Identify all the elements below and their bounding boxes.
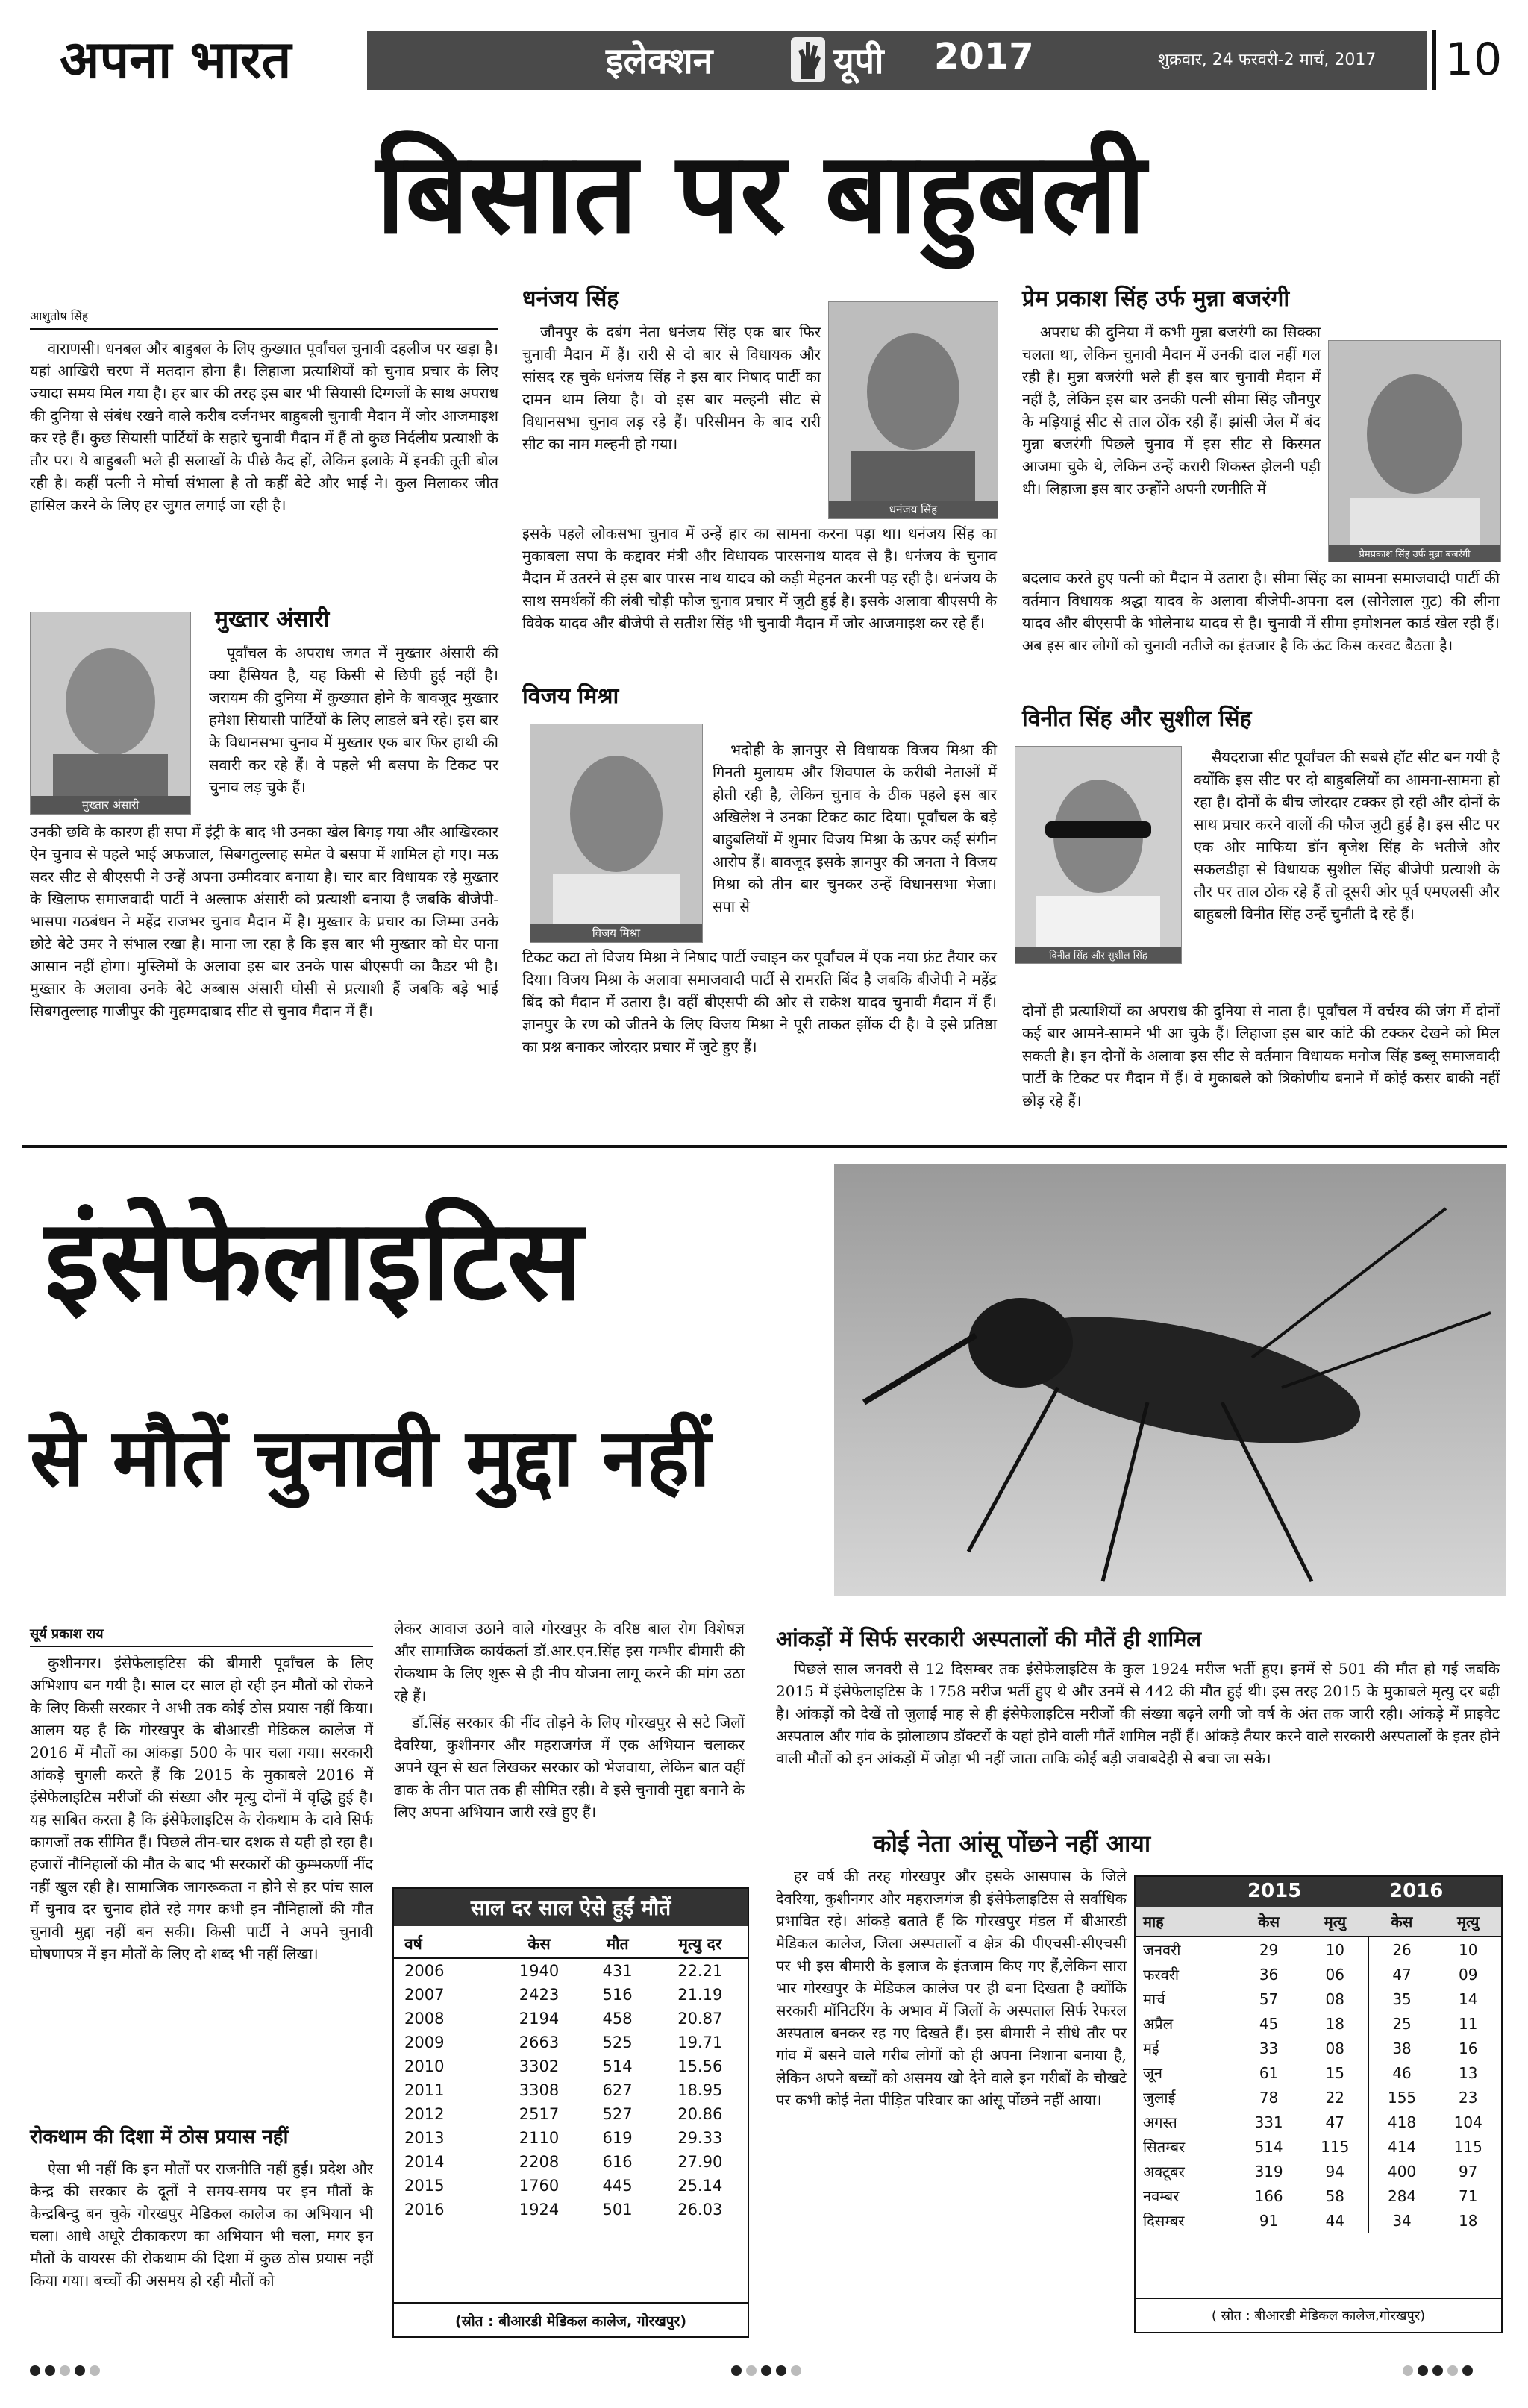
deaths-cell: 514	[602, 2057, 633, 2075]
deaths-2015-cell: 06	[1302, 1962, 1368, 1987]
month-cell: जुलाई	[1143, 2089, 1176, 2107]
mosquito-photo	[834, 1164, 1506, 1596]
deaths-cell: 516	[602, 1986, 633, 2004]
col-cases2015-header: केस	[1258, 1913, 1280, 1931]
deaths-2016-cell: 71	[1459, 2186, 1478, 2205]
deaths-2015-cell: 18	[1302, 2011, 1368, 2036]
col-cases2016-header: केस	[1391, 1913, 1413, 1931]
deaths-2015-cell: 22	[1302, 2085, 1368, 2110]
cases-2015-cell: 331	[1254, 2113, 1283, 2131]
year-cell: 2012	[404, 2105, 445, 2123]
month-cell: मार्च	[1143, 1990, 1165, 2008]
cases-2015-cell: 57	[1259, 1990, 1279, 2008]
deaths-2015-cell: 58	[1302, 2183, 1368, 2208]
month-cell: सितम्बर	[1143, 2138, 1186, 2156]
col-deaths2015-header: मृत्यु	[1324, 1913, 1347, 1931]
year-cell: 2013	[404, 2129, 445, 2147]
cases-2015-cell: 45	[1259, 2014, 1279, 2033]
year-cell: 2016	[404, 2201, 445, 2219]
munna-text-below: बदलाव करते हुए पत्नी को मैदान में उतारा है। सीमा सिंह का सामना समाजवादी पार्टी की वर्तमान विधायक श्रद्धा यादव के अलावा बीजेपी-अपना दल (सोनेलाल गुट) की लीना यादव और बीएसपी के भोलेनाथ यादव से है। चुनावी में सीमा इमोशनल कार्ड खेल रही हैं। अब इस बार लोगों को चुनावी नतीजे का इंतजार है कि ऊंट किस करवट बैठता है।	[1022, 569, 1500, 654]
deaths-2015-cell: 47	[1302, 2110, 1368, 2134]
story2-col3: पिछले साल जनवरी से 12 दिसम्बर तक इंसेफेलाइटिस के कुल 1924 मरीज भर्ती हुए। इनमें से 501 की मौत हो गई जबकि 2015 में इंसेफेलाइटिस के 1758 मरीज भर्ती हुए थे और उनमें से 442 की मौत हुई थी। इस तरह 2015 के मुकाबले मृत्यु दर बढ़ी है। आंकड़ों को देखें तो जुलाई माह से ही इंसेफेलाइटिस मरीजों की संख्या बढ़ने लगी जो वर्ष के अंत तक जारी रही। आंकड़े में प्राइवेट अस्पताल और गांव के झोलाछाप डॉक्टरों के यहां होने वाली मौतें शामिल नहीं हैं। आंकड़े तैयार करने वाले सरकारी अस्पतालों के इतर होने वाली मौतों को इन आंकड़ों में जोड़ा भी नहीं जाता ताकि कोई बड़ी जवाबदेही से बचा जा सके।	[776, 1660, 1500, 1767]
story2-col1: कुशीनगर। इंसेफेलाइटिस की बीमारी पूर्वांचल के लिए अभिशाप बन गयी है। साल दर साल हो रही इन मौतों को रोकने के लिए किसी सरकार ने अभी तक कोई ठोस प्रयास नहीं किया। आलम यह है कि गोरखपुर के बीआरडी मेडिकल कालेज में 2016 में मौतों का आंकड़ा 500 के पार चला गया। सरकारी आंकड़े चुगली करते हैं कि 2015 के मुकाबले 2016 में इंसेफेलाइटिस मरीजों की संख्या और मृत्यु दोनों में वृद्धि हुई है। यह साबित करता है कि इंसेफेलाइटिस के रोकथाम के दावे सिर्फ कागजों तक सीमित हैं। पिछले तीन-चार दशक से यही हो रहा है। हजारों नौनिहालों की मौत के बाद भी सरकारों की कुम्भकर्णी नींद नहीं खुल रही है। सामाजिक जागरूकता न होने से हर पांच साल में चुनाव दर चुनाव होते रहे मगर कभी इन नौनिहालों की मौत चुनावी मुद्दा नहीं बन सकी। किसी पार्टी ने अपने चुनावी घोषणापत्र में इन मौतों के लिए दो शब्द भी नहीं लिखा।	[30, 1654, 373, 1963]
dhananjay-caption: धनंजय सिंह	[829, 501, 998, 518]
vineet-caption: विनीत सिंह और सुशील सिंह	[1015, 947, 1181, 963]
cases-2016-cell: 26	[1392, 1940, 1412, 1959]
year-cell: 2006	[404, 1962, 445, 1980]
yearly-table-row	[394, 2198, 748, 2222]
section-banner	[367, 31, 1427, 90]
rate-cell: 25.14	[677, 2177, 723, 2195]
rate-cell: 19.71	[677, 2034, 723, 2051]
deaths-cell: 527	[602, 2105, 633, 2123]
monthly-table-row	[1136, 2208, 1501, 2233]
story2-col2: लेकर आवाज उठाने वाले गोरखपुर के वरिष्ठ बाल रोग विशेषज्ञ और सामाजिक कार्यकर्ता डॉ.आर.एन.सिंह इस गम्भीर बीमारी की रोकथाम के लिए शुरू से ही नीप योजना लागू करने की मांग उठा रहे हैं। डॉ.सिंह सरकार की नींद तोड़ने के लिए गोरखपुर से सटे जिलों देवरिया, कुशीनगर और महराजगंज में एक अभियान चलाकर अपने खून से खत लिखकर सरकार को भेजवाया, लेकिन बात वहीं ढाक के तीन पात तक ही सीमित रही। वे इसे चुनावी मुद्दा बनाने के लिए अपना अभियान जारी रखे हुए हैं।	[394, 1620, 745, 1821]
issue-date: शुक्रवार, 24 फरवरी-2 मार्च, 2017	[1158, 51, 1377, 69]
deaths-2016-cell: 10	[1459, 1940, 1478, 1959]
rate-cell: 15.56	[677, 2057, 723, 2075]
cases-cell: 2110	[519, 2129, 560, 2147]
deaths-2016-cell: 09	[1459, 1965, 1478, 1984]
month-cell: दिसम्बर	[1143, 2212, 1185, 2230]
yearly-table-row	[394, 1958, 748, 1983]
cases-2016-cell: 418	[1387, 2113, 1417, 2131]
month-cell: फरवरी	[1143, 1966, 1180, 1984]
deaths-cell: 501	[602, 2201, 633, 2219]
cases-2015-cell: 514	[1254, 2137, 1283, 2156]
deaths-2016-cell: 18	[1459, 2211, 1478, 2230]
monthly-table-row	[1136, 2159, 1501, 2183]
yearly-table-row	[394, 2054, 748, 2078]
cases-2016-cell: 414	[1387, 2137, 1417, 2156]
cases-2016-cell: 38	[1392, 2039, 1412, 2057]
rate-cell: 22.21	[677, 1962, 723, 1980]
year-cell: 2014	[404, 2153, 445, 2171]
state-label: यूपी	[833, 40, 884, 82]
story2-headline-line1: इंसेफेलाइटिस	[45, 1196, 583, 1326]
story1-byline: आशुतोष सिंह	[30, 309, 89, 323]
story2-subhead2: आंकड़ों में सिर्फ सरकारी अस्पतालों की मौतें ही शामिल	[776, 1626, 1202, 1652]
yearly-table-row	[394, 2150, 748, 2174]
footer-dots-mid	[731, 2365, 806, 2379]
story2-col1-b: ऐसा भी नहीं कि इन मौतों पर राजनीति नहीं हुई। प्रदेश और केन्द्र की सरकार के दूतों ने समय-समय पर इन मौतों के केन्द्रबिन्दु बन चुके गोरखपुर मेडिकल कालेज का अभियान भी चला। आधे अधूरे टीकाकरण का अभियान भी चला, मगर इन मौतों के वायरस की रोकथाम की दिशा में कुछ ठोस प्रयास नहीं किया गया। बच्चों की असमय हो रही मौतों को	[30, 2160, 373, 2289]
mukhtar-photo	[30, 612, 191, 815]
deaths-2015-cell: 115	[1302, 2134, 1368, 2159]
cases-2016-cell: 155	[1387, 2088, 1417, 2107]
month-cell: अप्रैल	[1143, 2015, 1174, 2033]
monthly-table-grid	[1136, 1907, 1501, 2233]
monthly-table-row	[1136, 2110, 1501, 2134]
deaths-2015-cell: 08	[1302, 1987, 1368, 2011]
vijay-text-beside: भदोही के ज्ञानपुर से विधायक विजय मिश्रा की गिनती मुलायम और शिवपाल के करीबी नेताओं में होती रही है, लेकिन चुनाव के ठीक पहले इस बार अखिलेश ने उनका टिकट काट दिया। पूर्वांचल के बड़े बाहुबलियों में शुमार विजय मिश्रा के ऊपर कई संगीन आरोप हैं। बावजूद इसके ज्ञानपुर की जनता ने विजय मिश्रा को तीन बार चुनकर उन्हें विधानसभा भेजा। सपा से	[713, 741, 997, 915]
monthly-table-years	[1136, 1877, 1501, 1907]
deaths-2015-cell: 10	[1302, 1937, 1368, 1962]
month-cell: नवम्बर	[1143, 2187, 1180, 2205]
vijay-photo	[530, 724, 703, 943]
yearly-deaths-table	[392, 1887, 749, 2338]
monthly-table-row	[1136, 2011, 1501, 2036]
cases-2016-cell: 34	[1392, 2211, 1412, 2230]
cases-cell: 2208	[519, 2153, 560, 2171]
deaths-cell: 525	[602, 2034, 633, 2051]
byline-rule	[30, 328, 498, 330]
rate-cell: 26.03	[677, 2201, 723, 2219]
monthly-table-row	[1136, 1962, 1501, 1987]
hand-symbol-icon	[791, 37, 825, 82]
cases-2015-cell: 78	[1259, 2088, 1279, 2107]
monthly-table-row	[1136, 1987, 1501, 2011]
deaths-cell: 458	[602, 2010, 633, 2028]
year-cell: 2009	[404, 2034, 445, 2051]
story1-headline: बिसात पर बाहुबली	[376, 129, 1146, 259]
dhananjay-text-below: इसके पहले लोकसभा चुनाव में उन्हें हार का सामना करना पड़ा था। धनंजय सिंह का मुकाबला सपा के कद्दावर मंत्री और विधायक पारसनाथ यादव से है। धनंजय के चुनाव मैदान में उतरने से इस बार पारस नाथ यादव को कड़ी मेहनत करनी पड़ रही है। धनंजय के साथ समर्थकों की लंबी चौड़ी फौज चुनाव प्रचार में जुटी हुई है। इसके अलावा बीएसपी के विवेक यादव और बीजेपी से सतीश सिंह भी चुनावी मैदान में जोर आजमाइश कर रहे हैं।	[522, 524, 997, 632]
cases-2015-cell: 166	[1254, 2186, 1283, 2205]
month-cell: जनवरी	[1143, 1941, 1181, 1959]
deaths-2016-cell: 14	[1459, 1990, 1478, 2008]
rate-cell: 20.86	[677, 2105, 723, 2123]
mukhtar-caption: मुख्तार अंसारी	[31, 796, 190, 814]
month-cell: अक्टूबर	[1143, 2163, 1185, 2180]
story2-headline-line2: से मौतें चुनावी मुद्दा नहीं	[30, 1411, 711, 1505]
yearly-table-row	[394, 2007, 748, 2031]
cases-cell: 3308	[519, 2081, 560, 2099]
yearly-table-title: साल दर साल ऐसे हुईं मौतें	[394, 1889, 748, 1926]
monthly-table-source: ( स्रोत : बीआरडी मेडिकल कालेज,गोरखपुर)	[1136, 2298, 1501, 2324]
monthly-table	[1134, 1875, 1503, 2333]
cases-2015-cell: 36	[1259, 1965, 1279, 1984]
yearly-table-row	[394, 2174, 748, 2198]
munna-text-beside: अपराध की दुनिया में कभी मुन्ना बजरंगी का सिक्का चलता था, लेकिन चुनावी मैदान में उनकी दाल नहीं गल रही है। मुन्ना बजरंगी भले ही इस बार चुनावी मैदान में नहीं है, लेकिन इस बार उनकी पत्नी सीमा सिंह जौनपुर के मड़ियाहूं सीट से ताल ठोंक रही हैं। झांसी जेल में बंद मुन्ना बजरंगी पिछले चुनाव में इस सीट से किस्मत आजमा चुके थे, लेकिन उन्हें करारी शिकस्त झेलनी पड़ी थी। लिहाजा इस बार उन्होंने अपनी रणनीति में	[1022, 323, 1321, 498]
cases-2016-cell: 25	[1392, 2014, 1412, 2033]
story2-col3-b: हर वर्ष की तरह गोरखपुर और इसके आसपास के जिले देवरिया, कुशीनगर और महराजगंज ही इंसेफेलाइटिस से सर्वाधिक प्रभावित रहे। आंकड़े बताते हैं कि गोरखपुर मंडल में बीआरडी मेडिकल कालेज, जिला अस्पतालों व क्षेत्र की पीएचसी-सीएचसी पर भी इस बीमारी के इलाज के इंतजाम किए गए हैं,लेकिन सारा भार गोरखपुर के मेडिकल कालेज पर ही बना दिखता है क्योंकि सरकारी मॉनिटरिंग के अभाव में जिलों के अस्पताल सिर्फ रेफरल अस्पताल बनकर रह गए दिखते हैं। इस बीमारी ने सीधे तौर पर गांव में बसने वाले गरीब लोगों को ही अपना निशाना बनाया है, लेकिन अपने बच्चों को असमय खो देने वाले इन गरीबों के चौखटे पर कभी कोई नेता पीड़ित परिवार का आंसू पोंछने नहीं आया।	[776, 1867, 1127, 2109]
dhananjay-heading: धनंजय सिंह	[522, 286, 619, 312]
deaths-2015-cell: 15	[1302, 2060, 1368, 2085]
month-cell: अगस्त	[1143, 2113, 1177, 2131]
deaths-2016-cell: 23	[1459, 2088, 1478, 2107]
year-cell: 2011	[404, 2081, 445, 2099]
cases-cell: 2423	[519, 1986, 560, 2004]
monthly-table-row	[1136, 2134, 1501, 2159]
vineet-photo	[1015, 746, 1182, 964]
cases-2016-cell: 46	[1392, 2063, 1412, 2082]
vineet-text-beside: सैयदराजा सीट पूर्वांचल की सबसे हॉट सीट बन गयी है क्योंकि इस सीट पर दो बाहुबलियों का आमना-सामना हो रहा है। दोनों के बीच जोरदार टक्कर हो रही और दोनों के साथ प्रचार करने वालों की फौज जुटी हुई है। इस सीट पर एक ओर माफिया डॉन बृजेश सिंह के भतीजे और सकलडीहा से विधायक सुशील सिंह बीजेपी प्रत्याशी के तौर पर ताल ठोक रहे हैं तो दूसरी ओर पूर्व एमएलसी और बाहुबली विनीत सिंह उन्हें चुनौती दे रहे हैं।	[1194, 748, 1500, 923]
cases-2015-cell: 29	[1259, 1940, 1279, 1959]
yearly-table-row	[394, 2102, 748, 2126]
page-number: 10	[1432, 30, 1511, 90]
munna-caption: प्रेमप्रकाश सिंह उर्फ मुन्ना बजरंगी	[1329, 545, 1500, 562]
yearly-table-row	[394, 2078, 748, 2102]
yearly-table-row	[394, 1983, 748, 2007]
monthly-year2: 2016	[1389, 1880, 1444, 1902]
year-cell: 2010	[404, 2057, 445, 2075]
deaths-cell: 445	[602, 2177, 633, 2195]
story-separator	[22, 1145, 1507, 1148]
cases-cell: 2194	[519, 2010, 560, 2028]
col-rate-header: मृत्यु दर	[678, 1935, 722, 1953]
vijay-caption: विजय मिश्रा	[530, 924, 702, 942]
vijay-heading: विजय मिश्रा	[522, 683, 619, 709]
election-year: 2017	[934, 36, 1034, 78]
dhananjay-text-beside: जौनपुर के दबंग नेता धनंजय सिंह एक बार फिर चुनावी मैदान में हैं। रारी से दो बार से विधायक और सांसद रह चुके धनंजय सिंह ने इस बार निषाद पार्टी का दामन थाम लिया है। वो इस बार मल्हनी सीट से विधानसभा चुनाव लड़ रहे हैं। परिसीमन के बाद रारी सीट का नाम मल्हनी हो गया।	[522, 323, 821, 453]
vineet-text-below: दोनों ही प्रत्याशियों का अपराध की दुनिया से नाता है। पूर्वांचल में वर्चस्व की जंग में दोनों कई बार आमने-सामने भी आ चुके हैं। लिहाजा इस बार कांटे की टक्कर देखने को मिल सकती है। इन दोनों के अलावा इस सीट से वर्तमान विधायक मनोज सिंह डब्लू समाजवादी पार्टी के टिकट पर मैदान में हैं। वे मुकाबले को त्रिकोणीय बनाने में कोई कसर बाकी नहीं छोड़ रहे हैं।	[1022, 1002, 1500, 1109]
cases-cell: 3302	[519, 2057, 560, 2075]
dhananjay-photo	[828, 301, 998, 519]
cases-2015-cell: 91	[1259, 2211, 1279, 2230]
cases-2015-cell: 61	[1259, 2063, 1279, 2082]
story2-byline: सूर्य प्रकाश राय	[30, 1626, 104, 1642]
deaths-2016-cell: 104	[1453, 2113, 1482, 2131]
cases-2015-cell: 319	[1254, 2162, 1283, 2180]
deaths-cell: 627	[602, 2081, 633, 2099]
col-deaths2016-header: मृत्यु	[1457, 1913, 1480, 1931]
rate-cell: 18.95	[677, 2081, 723, 2099]
cases-cell: 2663	[519, 2034, 560, 2051]
footer-dots-right	[1403, 2365, 1477, 2379]
col-month-header: माह	[1143, 1913, 1164, 1931]
month-cell: मई	[1143, 2039, 1159, 2057]
deaths-2016-cell: 11	[1459, 2014, 1478, 2033]
col-deaths-header: मौत	[606, 1935, 629, 1953]
cases-2016-cell: 400	[1387, 2162, 1417, 2180]
rate-cell: 27.90	[677, 2153, 723, 2171]
cases-2016-cell: 284	[1387, 2186, 1417, 2205]
story2-subhead1: रोकथाम की दिशा में ठोस प्रयास नहीं	[30, 2126, 289, 2148]
year-cell: 2007	[404, 1986, 445, 2004]
story2-subhead3: कोई नेता आंसू पोंछने नहीं आया	[873, 1829, 1151, 1857]
munna-heading: प्रेम प्रकाश सिंह उर्फ मुन्ना बजरंगी	[1022, 286, 1290, 312]
monthly-table-row	[1136, 1937, 1501, 1962]
masthead	[22, 22, 1507, 106]
rate-cell: 29.33	[677, 2129, 723, 2147]
cases-2015-cell: 33	[1259, 2039, 1279, 2057]
monthly-year1: 2015	[1247, 1880, 1302, 1902]
deaths-2015-cell: 08	[1302, 2036, 1368, 2060]
cases-2016-cell: 47	[1392, 1965, 1412, 1984]
deaths-cell: 431	[602, 1962, 633, 1980]
col-year-header: वर्ष	[404, 1935, 422, 1953]
cases-cell: 1940	[519, 1962, 560, 1980]
cases-2016-cell: 35	[1392, 1990, 1412, 2008]
munna-photo	[1328, 340, 1501, 562]
cases-cell: 1760	[519, 2177, 560, 2195]
year-cell: 2015	[404, 2177, 445, 2195]
rate-cell: 20.87	[677, 2010, 723, 2028]
yearly-table-row	[394, 2126, 748, 2150]
mukhtar-text-beside: पूर्वांचल के अपराध जगत में मुख्तार अंसारी की क्या हैसियत है, यह किसी से छिपी हुई नहीं है। जरायम की दुनिया में कुख्यात होने के बावजूद मुख्तार हमेशा सियासी पार्टियों के लिए लाडले बने रहे। इस बार के विधानसभा चुनाव में मुख्तार एक बार फिर हाथी की सवारी कर रहे हैं। वे पहले भी बसपा के टिकट पर चुनाव लड़ चुके हैं।	[209, 644, 498, 796]
yearly-table-grid	[394, 1931, 748, 2222]
monthly-table-row	[1136, 2036, 1501, 2060]
monthly-table-row	[1136, 2183, 1501, 2208]
rate-cell: 21.19	[677, 1986, 723, 2004]
mukhtar-text-below: उनकी छवि के कारण ही सपा में इंट्री के बाद भी उनका खेल बिगड़ गया और आखिरकार ऐन चुनाव से पहले भाई अफजाल, सिबगतुल्लाह समेत वे बसपा में शामिल हो गए। मऊ सदर सीट से बीएसपी ने उन्हें अपना उम्मीदवार बनाया है। चार बार विधायक रहे मुख्तार के खिलाफ समाजवादी पार्टी ने अल्ताफ अंसारी को प्रत्याशी बनाया है जबकि बीजेपी-भासपा गठबंधन ने महेंद्र राजभर चुनाव मैदान में है। मुख्तार के प्रचार का जिम्मा उनके छोटे बेटे उमर ने संभाल रखा है। माना जा रहा है कि इस बार भी मुख्तार को घेर पाना आसान नहीं होगा। मुस्लिमों के अलावा इस बार उनके पास बीएसपी का कैडर भी है। मुख्तार के अलावा उनके बेटे अब्बास अंसारी घोसी से प्रत्याशी हैं जबकि बड़े भाई सिबगतुल्लाह गाजीपुर की मुहम्मदाबाद सीट से चुनाव मैदान में हैं।	[30, 823, 498, 1020]
deaths-2016-cell: 13	[1459, 2063, 1478, 2082]
paper-name: अपना भारत	[60, 28, 292, 90]
deaths-2015-cell: 94	[1302, 2159, 1368, 2183]
deaths-2016-cell: 115	[1453, 2137, 1482, 2156]
col-cases-header: केस	[527, 1935, 551, 1953]
deaths-2016-cell: 97	[1459, 2162, 1478, 2180]
footer-dots-left	[30, 2365, 104, 2379]
monthly-table-row	[1136, 2085, 1501, 2110]
yearly-table-row	[394, 2031, 748, 2054]
month-cell: जून	[1143, 2064, 1162, 2082]
byline2-rule	[30, 1646, 373, 1647]
mukhtar-heading: मुख्तार अंसारी	[215, 606, 330, 633]
deaths-cell: 616	[602, 2153, 633, 2171]
vineet-heading: विनीत सिंह और सुशील सिंह	[1022, 706, 1252, 732]
section-label: इलेक्शन	[606, 40, 713, 82]
deaths-2016-cell: 16	[1459, 2039, 1478, 2057]
cases-cell: 2517	[519, 2105, 560, 2123]
deaths-2015-cell: 44	[1302, 2208, 1368, 2233]
vijay-text-below: टिकट कटा तो विजय मिश्रा ने निषाद पार्टी ज्वाइन कर पूर्वांचल में एक नया फ्रंट तैयार कर दिया। विजय मिश्रा के अलावा समाजवादी पार्टी से रामरति बिंद है जबकि बीजेपी ने महेंद्र बिंद को मैदान में उतारा है। वहीं बीएसपी की ओर से राकेश यादव चुनावी मैदान में हैं। ज्ञानपुर के रण को जीतने के लिए विजय मिश्रा ने पूरी ताकत झोंक दी है। वे इसे प्रतिष्ठा का प्रश्न बनाकर जोरदार प्रचार में जुटे हुए हैं।	[522, 948, 997, 1056]
cases-cell: 1924	[519, 2201, 560, 2219]
story1-intro: वाराणसी। धनबल और बाहुबल के लिए कुख्यात पूर्वांचल चुनावी दहलीज पर खड़ा है। यहां आखिरी चरण में मतदान होना है। लिहाजा प्रत्याशियों को चुनाव प्रचार के लिए ज्यादा समय मिल गया है। हर बार की तरह इस बार भी सियासी दिग्गजों के साथ अपराध की दुनिया से संबंध रखने वाले करीब दर्जनभर बाहुबली चुनावी मैदान में जोर आजमाइश कर रहे हैं। कुछ सियासी पार्टियों के सहारे चुनावी मैदान में हैं तो कुछ निर्दलीय प्रत्याशी के तौर पर। ये बाहुबली भले ही सलाखों के पीछे कैद हों, लेकिन इलाके में इनकी तूती बोल रही है। कहीं पत्नी ने मोर्चा संभाला है तो कहीं बेटे और भाई ने। कुल मिलाकर जीत हासिल करने के लिए हर जुगत लगाई जा रही है।	[30, 339, 498, 514]
yearly-table-source: (स्रोत : बीआरडी मेडिकल कालेज, गोरखपुर)	[394, 2302, 748, 2330]
monthly-table-row	[1136, 2060, 1501, 2085]
deaths-cell: 619	[602, 2129, 633, 2147]
year-cell: 2008	[404, 2010, 445, 2028]
